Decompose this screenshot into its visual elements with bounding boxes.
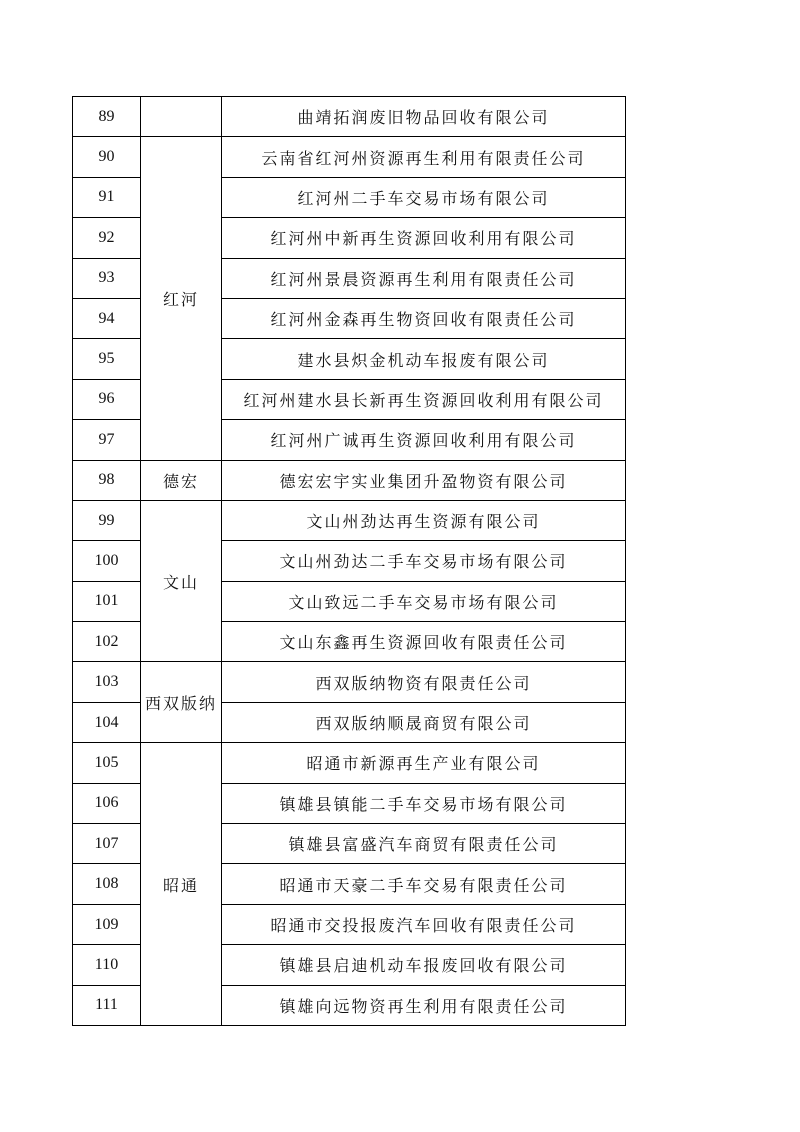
row-number: 99 — [73, 500, 141, 540]
table-row — [73, 460, 626, 500]
company-name: 红河州建水县长新再生资源回收利用有限公司 — [222, 379, 626, 419]
row-number: 110 — [73, 945, 141, 985]
company-name: 昭通市新源再生产业有限公司 — [222, 743, 626, 783]
region-cell-wenshan: 文山 — [141, 500, 222, 662]
row-number: 109 — [73, 904, 141, 944]
region-cell-xishuangbanna: 西双版纳 — [141, 662, 222, 743]
company-name: 红河州广诚再生资源回收利用有限公司 — [222, 420, 626, 460]
company-name: 西双版纳物资有限责任公司 — [222, 662, 626, 702]
region-cell — [141, 97, 222, 137]
company-name: 建水县炽金机动车报废有限公司 — [222, 339, 626, 379]
company-name: 西双版纳顺晟商贸有限公司 — [222, 702, 626, 742]
row-number: 96 — [73, 379, 141, 419]
row-number: 102 — [73, 622, 141, 662]
company-name: 镇雄向远物资再生利用有限责任公司 — [222, 985, 626, 1025]
company-name: 昭通市交投报废汽车回收有限责任公司 — [222, 904, 626, 944]
company-name: 德宏宏宇实业集团升盈物资有限公司 — [222, 460, 626, 500]
table-row — [73, 97, 626, 137]
row-number: 94 — [73, 298, 141, 338]
company-name: 红河州景晨资源再生利用有限责任公司 — [222, 258, 626, 298]
table-row — [73, 137, 626, 177]
company-name: 镇雄县启迪机动车报废回收有限公司 — [222, 945, 626, 985]
table-row — [73, 500, 626, 540]
company-name: 昭通市天豪二手车交易有限责任公司 — [222, 864, 626, 904]
row-number: 104 — [73, 702, 141, 742]
row-number: 103 — [73, 662, 141, 702]
row-number: 93 — [73, 258, 141, 298]
table-row — [73, 662, 626, 702]
row-number: 90 — [73, 137, 141, 177]
row-number: 106 — [73, 783, 141, 823]
company-name: 文山致远二手车交易市场有限公司 — [222, 581, 626, 621]
company-name: 红河州二手车交易市场有限公司 — [222, 177, 626, 217]
row-number: 105 — [73, 743, 141, 783]
company-name: 文山东鑫再生资源回收有限责任公司 — [222, 622, 626, 662]
company-name: 文山州劲达二手车交易市场有限公司 — [222, 541, 626, 581]
row-number: 95 — [73, 339, 141, 379]
row-number: 108 — [73, 864, 141, 904]
row-number: 107 — [73, 824, 141, 864]
region-cell-honghe: 红河 — [141, 137, 222, 460]
row-number: 98 — [73, 460, 141, 500]
region-cell-dehong: 德宏 — [141, 460, 222, 500]
company-name: 红河州金森再生物资回收有限责任公司 — [222, 298, 626, 338]
row-number: 100 — [73, 541, 141, 581]
row-number: 92 — [73, 218, 141, 258]
row-number: 89 — [73, 97, 141, 137]
company-name: 曲靖拓润废旧物品回收有限公司 — [222, 97, 626, 137]
company-name: 文山州劲达再生资源有限公司 — [222, 500, 626, 540]
row-number: 91 — [73, 177, 141, 217]
company-name: 云南省红河州资源再生利用有限责任公司 — [222, 137, 626, 177]
table-row — [73, 743, 626, 783]
region-cell-zhaotong: 昭通 — [141, 743, 222, 1026]
company-list-table — [72, 96, 626, 1026]
company-name: 镇雄县镇能二手车交易市场有限公司 — [222, 783, 626, 823]
company-name: 镇雄县富盛汽车商贸有限责任公司 — [222, 824, 626, 864]
row-number: 97 — [73, 420, 141, 460]
company-name: 红河州中新再生资源回收利用有限公司 — [222, 218, 626, 258]
row-number: 101 — [73, 581, 141, 621]
row-number: 111 — [73, 985, 141, 1025]
